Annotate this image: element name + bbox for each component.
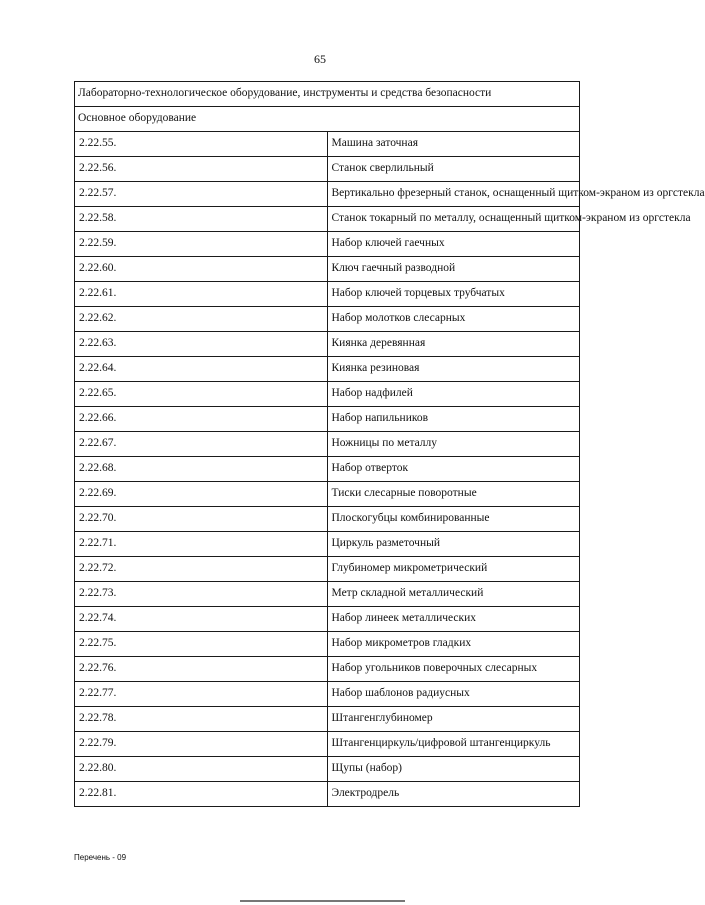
item-name: Набор молотков слесарных (327, 307, 580, 332)
item-code: 2.22.69. (75, 482, 328, 507)
table-row (75, 182, 580, 207)
section-title: Лабораторно-технологическое оборудование, инструменты и средства безопасности (75, 82, 580, 107)
table-row (75, 232, 580, 257)
table-row (75, 532, 580, 557)
item-name: Набор ключей гаечных (327, 232, 580, 257)
item-code: 2.22.67. (75, 432, 328, 457)
item-name: Станок сверлильный (327, 157, 580, 182)
item-code: 2.22.59. (75, 232, 328, 257)
equipment-table (74, 81, 705, 807)
item-name: Плоскогубцы комбинированные (327, 507, 580, 532)
item-name: Набор напильников (327, 407, 580, 432)
item-name: Набор ключей торцевых трубчатых (327, 282, 580, 307)
item-code: 2.22.78. (75, 707, 328, 732)
item-code: 2.22.70. (75, 507, 328, 532)
item-code: 2.22.79. (75, 732, 328, 757)
item-name: Киянка деревянная (327, 332, 580, 357)
table-row (75, 132, 580, 157)
subsection-title: Основное оборудование (75, 107, 580, 132)
item-name: Штангенглубиномер (327, 707, 580, 732)
table-row (75, 257, 580, 282)
item-code: 2.22.63. (75, 332, 328, 357)
item-name: Набор надфилей (327, 382, 580, 407)
item-code: 2.22.75. (75, 632, 328, 657)
table-row (75, 582, 580, 607)
item-name: Штангенциркуль/цифровой штангенциркуль (327, 732, 580, 757)
page-number: 65 (314, 52, 326, 66)
item-code: 2.22.72. (75, 557, 328, 582)
scan-edge-mark (240, 900, 405, 902)
item-name: Электродрель (327, 782, 580, 807)
section-title-row (75, 82, 580, 107)
item-code: 2.22.60. (75, 257, 328, 282)
item-code: 2.22.77. (75, 682, 328, 707)
item-code: 2.22.74. (75, 607, 328, 632)
table-row (75, 157, 580, 182)
table-row (75, 357, 580, 382)
footer-label: Перечень - 09 (74, 853, 127, 862)
table-row (75, 657, 580, 682)
table-row (75, 707, 580, 732)
item-name: Машина заточная (327, 132, 580, 157)
table-row (75, 382, 580, 407)
item-code: 2.22.80. (75, 757, 328, 782)
item-name: Набор отверток (327, 457, 580, 482)
item-code: 2.22.62. (75, 307, 328, 332)
table-row (75, 607, 580, 632)
table-row (75, 507, 580, 532)
table-row (75, 682, 580, 707)
item-name: Щупы (набор) (327, 757, 580, 782)
item-code: 2.22.56. (75, 157, 328, 182)
table-row (75, 632, 580, 657)
item-code: 2.22.68. (75, 457, 328, 482)
table-row (75, 282, 580, 307)
table-row (75, 557, 580, 582)
table-row (75, 482, 580, 507)
item-code: 2.22.76. (75, 657, 328, 682)
item-name: Ключ гаечный разводной (327, 257, 580, 282)
item-name: Набор угольников поверочных слесарных (327, 657, 580, 682)
item-name: Метр складной металлический (327, 582, 580, 607)
table-row (75, 732, 580, 757)
item-name: Ножницы по металлу (327, 432, 580, 457)
item-name: Киянка резиновая (327, 357, 580, 382)
table-row (75, 782, 580, 807)
subsection-title-row (75, 107, 580, 132)
table-row (75, 207, 580, 232)
item-code: 2.22.73. (75, 582, 328, 607)
item-name: Станок токарный по металлу, оснащенный щитком-экраном из оргстекла (327, 207, 580, 232)
equipment-table-body (75, 82, 705, 807)
table-row (75, 332, 580, 357)
item-code: 2.22.55. (75, 132, 328, 157)
item-name: Тиски слесарные поворотные (327, 482, 580, 507)
item-name: Набор линеек металлических (327, 607, 580, 632)
table-row (75, 407, 580, 432)
item-name: Набор шаблонов радиусных (327, 682, 580, 707)
item-name: Вертикально фрезерный станок, оснащенный щитком-экраном из оргстекла (327, 182, 580, 207)
item-name: Набор микрометров гладких (327, 632, 580, 657)
item-name: Циркуль разметочный (327, 532, 580, 557)
table-row (75, 432, 580, 457)
item-name: Глубиномер микрометрический (327, 557, 580, 582)
item-code: 2.22.66. (75, 407, 328, 432)
item-code: 2.22.61. (75, 282, 328, 307)
table-row (75, 457, 580, 482)
item-code: 2.22.58. (75, 207, 328, 232)
table-row (75, 757, 580, 782)
item-code: 2.22.57. (75, 182, 328, 207)
item-code: 2.22.64. (75, 357, 328, 382)
item-code: 2.22.65. (75, 382, 328, 407)
item-code: 2.22.71. (75, 532, 328, 557)
item-code: 2.22.81. (75, 782, 328, 807)
table-row (75, 307, 580, 332)
